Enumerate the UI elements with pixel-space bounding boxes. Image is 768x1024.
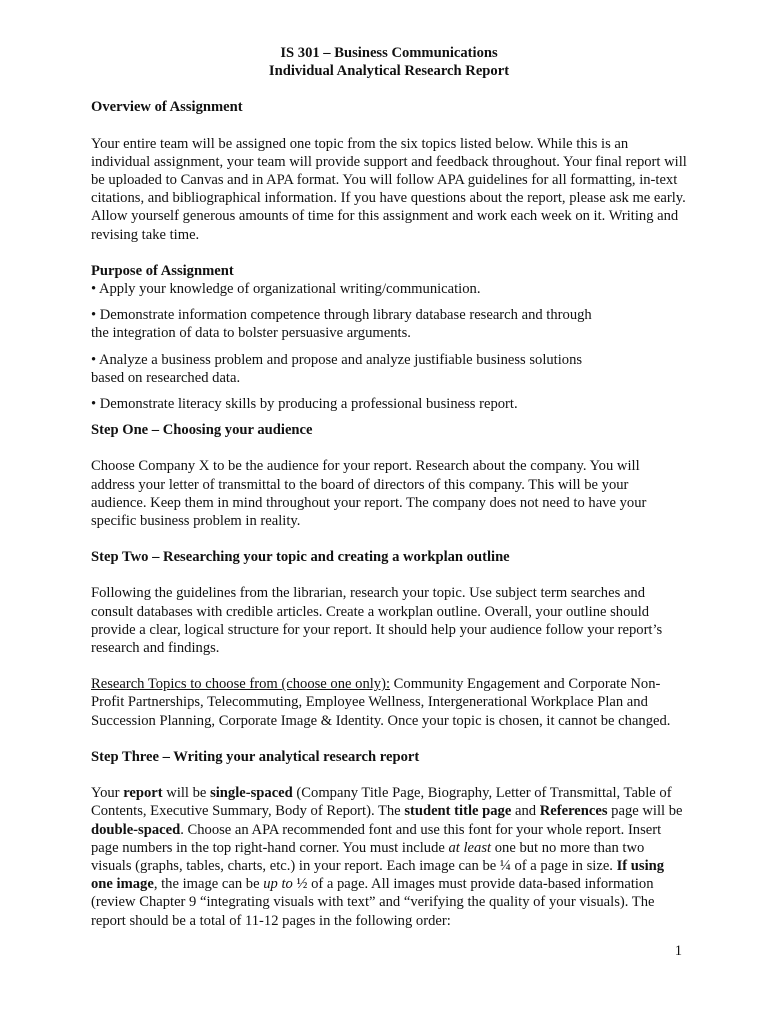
research-topics-paragraph bbox=[91, 675, 687, 730]
emphasis-up-to: up to bbox=[263, 876, 293, 893]
step-three-paragraph: Your report will be single-spaced (Company Title Page, Biography, Letter of Transmittal, Table of Contents, Executive Summary, Body of Report). The student title page and References page will be double-spaced. Choose an APA recommended font and use this font for your whole report. Insert page numbers in the top right-hand corner. You must include at least one but no more than two visuals (graphs, tables, charts, etc.) in your report. Each image can be ¼ of a page in size. If using one image, the image can be up to ½ of a page. All images must provide data-based information (review Chapter 9 “integrating visuals with text” and “verifying the quality of your visuals). The report should be a total of 11-12 pages in the following order: bbox=[91, 785, 683, 929]
emphasis-references: References bbox=[539, 803, 608, 820]
purpose-bullet-continuation: the integration of data to bolster persuasive arguments. bbox=[91, 325, 411, 342]
overview-heading: Overview of Assignment bbox=[91, 99, 243, 116]
purpose-bullet-list bbox=[91, 280, 687, 413]
overview-paragraph: Your entire team will be assigned one topic from the six topics listed below. While this is an individual assignment, your team will provide support and feedback throughout. Your final report will be uploaded to Canvas and in APA format. You will follow APA guidelines for all formatting, in-text citations, and bibliographical information. If you have questions about the report, please ask me early. Allow yourself generous amounts of time for this assignment and work each week on it. Writing and revising take time. bbox=[91, 135, 687, 243]
step-two-paragraph: Following the guidelines from the librarian, research your topic. Use subject term searches and consult databases with credible articles. Create a workplan outline. Overall, your outline should provide a clear, logical structure for your report. It should help your audience follow your report’s research and findings. bbox=[91, 585, 663, 657]
emphasis-double-spaced: double-spaced bbox=[91, 821, 181, 838]
research-topics-list: Community Engagement and Corporate Non-Profit Partnerships, Telecommuting, Employee Wellness, Intergenerational Workplace Plan and Succession Planning, Corporate Image & Identity. Once your topic is chosen, it cannot be changed. bbox=[91, 676, 671, 729]
emphasis-one-image: If using one image bbox=[91, 857, 665, 893]
page-number: 1 bbox=[674, 943, 682, 959]
purpose-bullet: • Apply your knowledge of organizational writing/communication. bbox=[91, 281, 481, 298]
step-one-paragraph: Choose Company X to be the audience for your report. Research about the company. You will address your letter of transmittal to the board of directors of this company. This will be your audience. Keep them in mind throughout your report. The company does not need to have your specific business problem in reality. bbox=[91, 458, 647, 530]
step-one-heading: Step One – Choosing your audience bbox=[91, 422, 313, 439]
document-page bbox=[91, 44, 687, 930]
course-title: IS 301 – Business Communications bbox=[280, 45, 498, 61]
purpose-bullet: • Demonstrate literacy skills by producing a professional business report. bbox=[91, 396, 518, 413]
emphasis-at-least: at least bbox=[448, 839, 492, 856]
purpose-bullet-continuation: based on researched data. bbox=[91, 369, 241, 386]
document-title bbox=[91, 44, 687, 80]
emphasis-student-title-page: student title page bbox=[404, 803, 512, 820]
step-three-heading: Step Three – Writing your analytical research report bbox=[91, 748, 420, 765]
report-title: Individual Analytical Research Report bbox=[268, 63, 510, 80]
emphasis-report: report bbox=[123, 785, 163, 802]
step-two-heading: Step Two – Researching your topic and creating a workplan outline bbox=[91, 549, 510, 566]
purpose-bullet: • Analyze a business problem and propose and analyze justifiable business solutions bbox=[91, 351, 583, 368]
purpose-heading: Purpose of Assignment bbox=[91, 262, 234, 279]
emphasis-single-spaced: single-spaced bbox=[210, 785, 293, 802]
research-topics-label: Research Topics to choose from (choose one only): bbox=[91, 676, 391, 693]
purpose-bullet: • Demonstrate information competence through library database research and through bbox=[91, 307, 592, 324]
